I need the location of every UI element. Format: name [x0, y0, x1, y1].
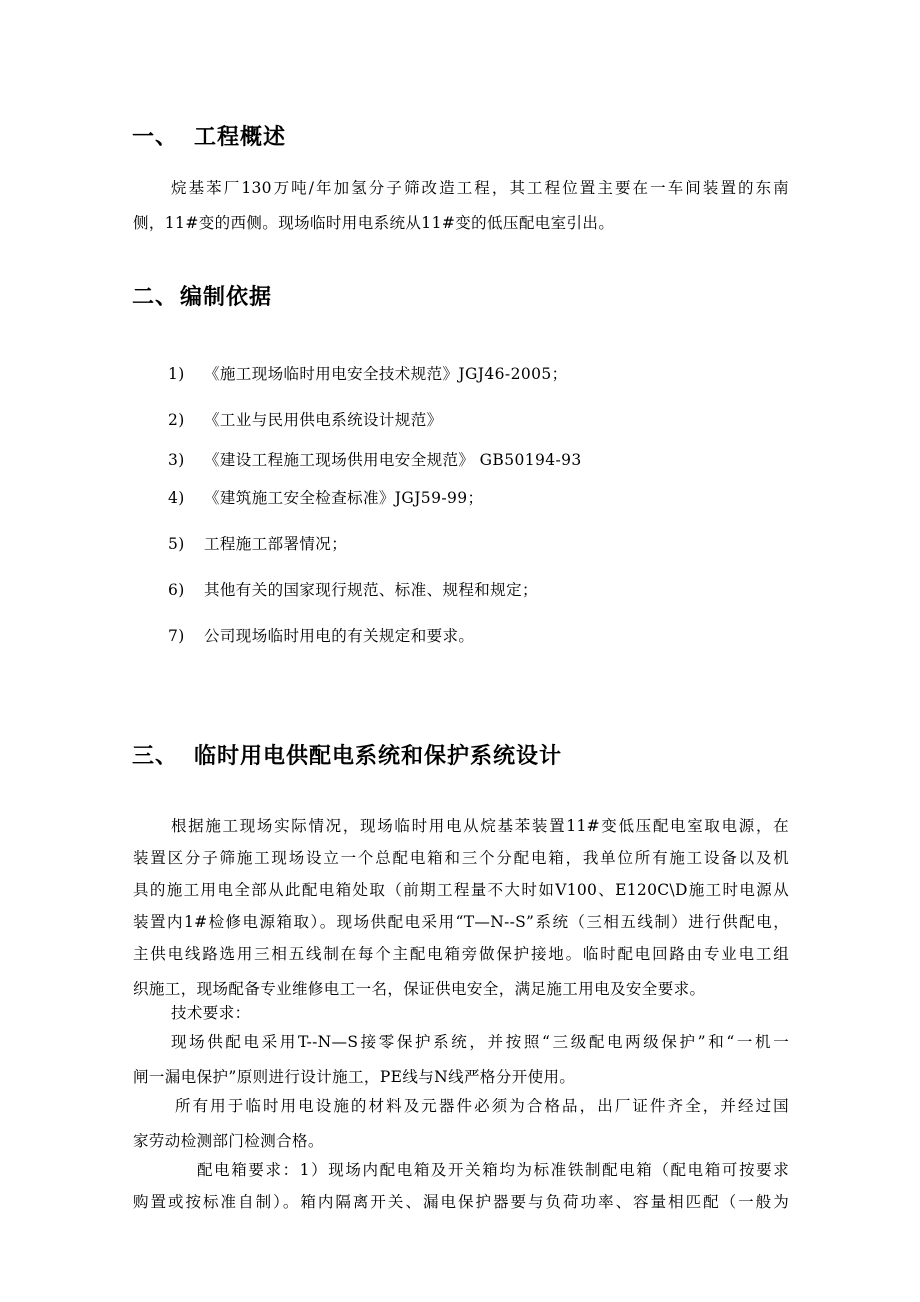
paragraph-text: 购置或按标准自制）。箱内隔离开关、漏电保护器要与负荷功率、容量相匹配（一般为 [133, 1193, 789, 1211]
section-1-title: 工程概述 [194, 125, 287, 150]
section-3-number: 三、 [132, 744, 179, 769]
section-2-heading [132, 280, 272, 311]
paragraph-text: 装置内1#检修电源箱取）。现场供配电采用“T—N--S”系统（三相五线制）进行供配电， [133, 913, 789, 931]
tech-requirements-label: 技术要求： [171, 1004, 251, 1022]
section-3-heading [132, 739, 562, 770]
reference-item-1 [168, 362, 568, 384]
section-2-title: 编制依据 [180, 285, 273, 310]
paragraph-text: 装置区分子筛施工现场设立一个总配电箱和三个分配电箱，我单位所有施工设备以及机 [133, 849, 789, 867]
section-3-paragraph-1-line-6: 织施工，现场配备专业维修电工一名，保证供电安全，满足施工用电及安全要求。 [133, 980, 706, 998]
list-text: 《工业与民用供电系统设计规范》 [204, 411, 443, 429]
section-3-title: 临时用电供配电系统和保护系统设计 [194, 744, 563, 769]
paragraph-text: 所有用于临时用电设施的材料及元器件必须为合格品，出厂证件齐全，并经过国 [175, 1097, 789, 1115]
section-3-paragraph-3-line-2: 家劳动检测部门检测合格。 [133, 1132, 324, 1150]
list-text: 工程施工部署情况； [204, 535, 348, 553]
section-3-paragraph-4-line-1 [197, 1154, 789, 1186]
reference-item-5 [168, 532, 347, 554]
list-text: 其他有关的国家现行规范、标准、规程和规定； [204, 581, 538, 599]
section-3-paragraph-1-line-1 [171, 810, 789, 842]
paragraph-text: 烷基苯厂130万吨/年加氢分子筛改造工程，其工程位置主要在一车间装置的东南 [171, 179, 789, 197]
section-3-paragraph-1-line-4 [133, 906, 789, 938]
paragraph-text: 主供电线路选用三相五线制在每个主配电箱旁做保护接地。临时配电回路由专业电工组 [133, 945, 789, 963]
list-text: 《施工现场临时用电安全技术规范》JGJ46-2005； [204, 365, 568, 383]
reference-item-3 [168, 448, 582, 470]
section-2-number: 二、 [132, 285, 179, 310]
paragraph-text: 配电箱要求：1）现场内配电箱及开关箱均为标准铁制配电箱（配电箱可按要求 [197, 1161, 789, 1179]
reference-item-6 [168, 578, 538, 600]
paragraph-text: 具的施工用电全部从此配电箱处取（前期工程量不大时如V100、E120C\D施工时电源从 [133, 881, 789, 899]
list-index: 2) [168, 411, 185, 429]
list-index: 3) [168, 451, 185, 469]
section-3-paragraph-1-line-3 [133, 874, 789, 906]
list-text: 公司现场临时用电的有关规定和要求。 [204, 627, 475, 645]
section-3-paragraph-3-line-1 [175, 1090, 789, 1122]
section-1-heading [132, 120, 286, 151]
section-3-paragraph-2-line-2: 闸一漏电保护”原则进行设计施工，PE线与N线严格分开使用。 [133, 1068, 576, 1086]
section-3-paragraph-4-line-2 [133, 1186, 789, 1218]
list-index: 7) [168, 627, 185, 645]
section-3-paragraph-1-line-2 [133, 842, 789, 874]
list-index: 6) [168, 581, 185, 599]
list-index: 5) [168, 535, 185, 553]
section-3-paragraph-1-line-5 [133, 938, 789, 970]
section-1-number: 一、 [132, 125, 179, 150]
reference-item-7 [168, 624, 474, 646]
paragraph-text: 根据施工现场实际情况，现场临时用电从烷基苯装置11#变低压配电室取电源，在 [171, 817, 789, 835]
paragraph-text: 现场供配电采用T--N—S接零保护系统，并按照“三级配电两级保护”和“一机一 [171, 1033, 789, 1051]
reference-item-2 [168, 408, 443, 430]
list-index: 4) [168, 489, 185, 507]
list-text: 《建设工程施工现场供用电安全规范》 GB50194-93 [204, 451, 582, 469]
list-text: 《建筑施工安全检查标准》JGJ59-99； [204, 489, 484, 507]
section-1-paragraph-line-2: 侧，11#变的西侧。现场临时用电系统从11#变的低压配电室引出。 [133, 214, 615, 232]
reference-item-4 [168, 486, 483, 508]
list-index: 1) [168, 365, 185, 383]
section-3-paragraph-2-line-1 [171, 1026, 789, 1058]
section-1-paragraph-line-1 [171, 172, 789, 204]
